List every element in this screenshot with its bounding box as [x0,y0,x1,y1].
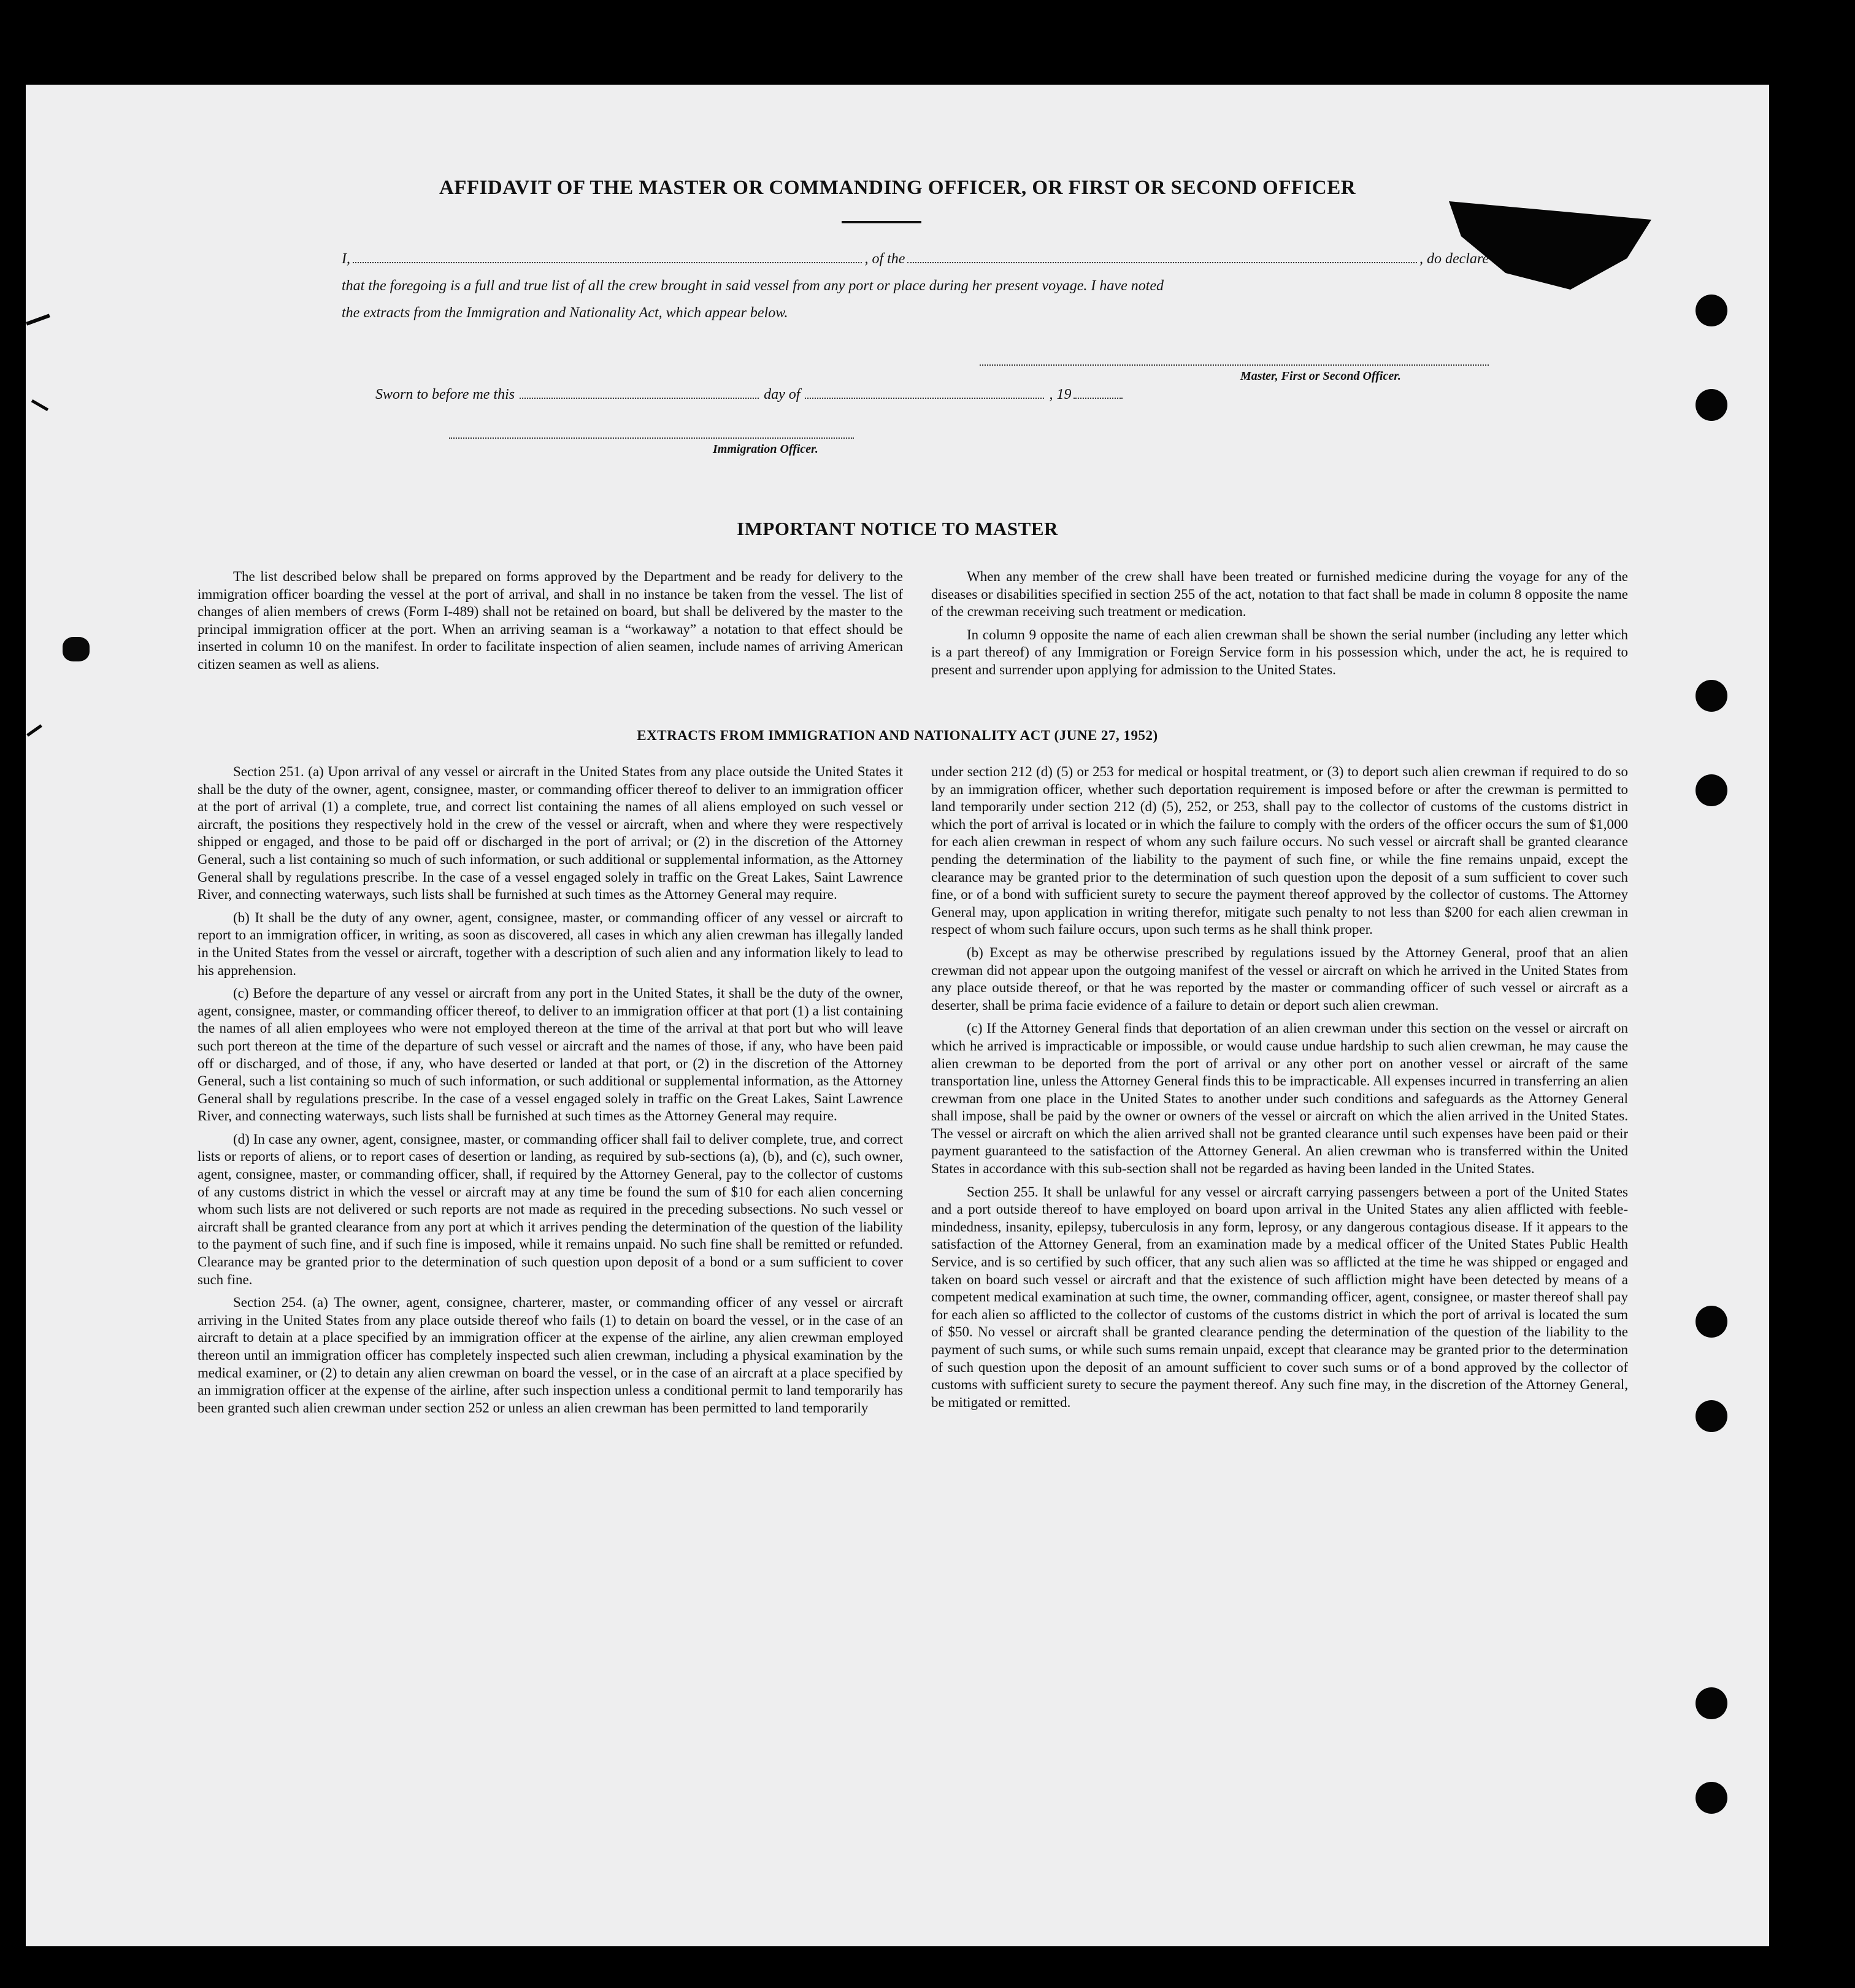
declaration-line-1 [342,245,1489,272]
punch-hole [1696,1400,1727,1432]
immigration-officer-caption: Immigration Officer. [713,442,818,456]
document-page [26,85,1769,1946]
sworn-year: , 19 [1049,387,1072,403]
extracts-right-column [931,763,1628,1417]
section-254-a-continued: under section 212 (d) (5) or 253 for medical or hospital treatment, or (3) to deport such alien crewman if required to do so by an immigration officer, whether such deportation requirement is imposed before or after the crewman is permitted to land temporarily under section 212 (d) (5), 252, or 253, shall pay to the collector of customs of the customs district in which the port of arrival is located or in which the failure to comply with the orders of the officer occurs the sum of $1,000 for each alien crewman in respect of whom any such failure occurs. No such vessel or aircraft shall be granted clearance pending the determination of the liability to the payment of such fine, or while the fine remains unpaid, except the clearance may be granted prior to the determination of such question upon the deposit of a sum sufficient to cover such fine, or of a bond with sufficient surety to secure the payment thereof approved by the collector of customs. The Attorney General may, upon application in writing therefor, mitigate such penalty to not less than $200 for each alien crewman in respect of whom such failure occurs, upon such terms as he shall think proper. [931,764,1628,938]
title-divider [842,221,921,223]
notice-title: IMPORTANT NOTICE TO MASTER [737,518,1058,539]
punch-hole [1696,1306,1727,1338]
punch-hole [1696,1687,1727,1719]
section-254-a: Section 254. (a) The owner, agent, consignee, charterer, master, or commanding officer of any vessel or aircraft arriving in the United States from any place outside thereof who fails (1) to detain on board the vessel, or in the case of an aircraft to detain at a place specified by an immigration officer at the expense of the airline, any alien crewman employed thereon until an immigration officer has completely inspected such alien crewman, including a physical examination by the medical examiner, or (2) to detain any alien crewman on board the vessel, or in the case of an aircraft at a place specified by an immigration officer at the expense of the airline, after such inspection unless a conditional permit to land temporarily has been granted such alien crewman under section 252 or unless an alien crewman has been permitted to land temporarily [198,1295,903,1416]
punch-hole [1696,1782,1727,1814]
notice-left-column [198,568,903,679]
declaration-i: I, [342,251,350,267]
immigration-officer-signature-line[interactable] [449,436,854,439]
edge-mark [26,314,50,325]
declaration-line-3: the extracts from the Immigration and Nationality Act, which appear below. [342,305,788,321]
extracts-title: EXTRACTS FROM IMMIGRATION AND NATIONALITY ACT (JUNE 27, 1952) [637,728,1158,743]
declaration-of-the: , of the [864,251,905,267]
name-blank[interactable] [353,256,862,263]
sworn-year-blank[interactable] [1073,391,1123,399]
declaration-do-declare: , do declare [1419,251,1489,267]
extracts-left-column [198,763,903,1422]
master-signature-line[interactable] [980,363,1489,366]
edge-mark [63,637,90,661]
section-251-b: (b) It shall be the duty of any owner, agent, consignee, master, or commanding officer of any vessel or aircraft to report to an immigration officer, in writing, as soon as discovered, all cases in which any alien crewman has illegally landed in the United States from the vessel or aircraft, together with a description of such alien and any information likely to lead to his apprehension. [198,909,903,978]
section-251-a: Section 251. (a) Upon arrival of any vessel or aircraft in the United States from any place outside the United States it shall be the duty of the owner, agent, consignee, master, or commanding officer thereof to deliver to an immigration officer at the port of arrival (1) a complete, true, and correct list containing the names of all aliens employed on such vessel or aircraft, the positions they respectively hold in the crew of the vessel or aircraft, when and where they were respectively shipped or engaged, and those to be paid off or discharged in the port of arrival; or (2) in the discretion of the Attorney General, such a list containing so much of such information, or such additional or supplemental information, as the Attorney General shall by regulations prescribe. In the case of a vessel engaged solely in traffic on the Great Lakes, Saint Lawrence River, and connecting waterways, such lists shall be furnished at such times as the Attorney General may require. [198,764,903,903]
master-signature-caption: Master, First or Second Officer. [1240,369,1401,383]
section-251-c: (c) Before the departure of any vessel or aircraft from any port in the United States, it shall be the duty of the owner, agent, consignee, master, or commanding officer thereof, to deliver to an immigration officer at that port (1) a list containing the names of all alien employees who were not employed thereon at the time of the arrival at that port but who will leave such port thereon at the time of the departure of such vessel or aircraft and the names of those, if any, who have been paid off or discharged, and of those, if any, who have deserted or landed at that port, or (2) in the discretion of the Attorney General, such a list containing so much of such information, or such additional or supplemental information, as the Attorney General shall by regulations prescribe. In the case of a vessel engaged solely in traffic on the Great Lakes, Saint Lawrence River, and connecting waterways, such lists shall be furnished at such times as the Attorney General may require. [198,985,903,1124]
punch-hole [1696,295,1727,326]
sworn-line [375,387,1222,403]
vessel-blank[interactable] [907,256,1416,263]
punch-hole [1696,774,1727,806]
notice-right-column [931,568,1628,685]
edge-mark [31,399,48,411]
section-251-d: (d) In case any owner, agent, consignee, master, or commanding officer shall fail to deliver complete, true, and correct lists or reports of aliens, or to report cases of desertion or landing, as required by sub-sections (a), (b), and (c), such owner, agent, consignee, master, or commanding officer, shall, if required by the Attorney General, pay to the collector of customs of any customs district in which the vessel or aircraft may at any time be found the sum of $10 for each alien concerning whom such lists are not delivered or such reports are not made as required in the preceding subsections. No such vessel or aircraft shall be granted clearance from any port at which it arrives pending the determination of the question of the liability to the payment of such fine, and if such fine is imposed, while it remains unpaid. No such fine shall be remitted or refunded. Clearance may be granted prior to the determination of such question upon deposit of a bond or a sum sufficient to cover such fine. [198,1131,903,1287]
section-254-c: (c) If the Attorney General finds that deportation of an alien crewman under this section on the vessel or aircraft on which he arrived is impracticable or impossible, or would cause undue hardship to such alien crewman, he may cause the alien crewman to be deported from the port of arrival or any other port on another vessel or aircraft of the same transportation line, unless the Attorney General finds this to be impracticable. All expenses incurred in transferring an alien crewman from one place in the United States to another under such conditions and safeguards as the Attorney General shall impose, shall be paid by the owner or owners of the vessel or aircraft on which the alien arrived in the United States. The vessel or aircraft on which the alien arrived shall not be granted clearance until such expenses have been paid or their payment guaranteed to the satisfaction of the Attorney General. An alien crewman who is transferred within the United States in accordance with this sub-section shall not be regarded as having been landed in the United States. [931,1020,1628,1177]
sworn-date-blank[interactable] [520,391,759,399]
punch-hole [1696,389,1727,421]
notice-paragraph: The list described below shall be prepared on forms approved by the Department and be ready for delivery to the immigration officer boarding the vessel at the port of arrival, and shall in no instance be taken from the vessel. The list of changes of alien members of crews (Form I-489) shall not be retained on board, but shall be delivered by the master to the principal immigration officer at the port. When an arriving seaman is a “workaway” a notation to that effect should be inserted in column 10 on the manifest. In order to facilitate inspection of alien seamen, include names of arriving American citizen seamen as well as aliens. [198,569,903,672]
declaration-line-2: that the foregoing is a full and true list of all the crew brought in said vessel from any port or place during her present voyage. I have noted [342,278,1164,294]
sworn-month-blank[interactable] [805,391,1044,399]
sworn-prefix: Sworn to before me this [375,387,515,403]
notice-paragraph: In column 9 opposite the name of each alien crewman shall be shown the serial number (including any letter which is a part thereof) of any Immigration or Foreign Service form in his possession which, under the act, he is required to present and surrender upon applying for admission to the United States. [931,626,1628,677]
section-255: Section 255. It shall be unlawful for any vessel or aircraft carrying passengers between a port of the United States and a port outside thereof to have employed on board upon arrival in the United States any alien afflicted with feeble-mindedness, insanity, epilepsy, tuberculosis in any form, leprosy, or any dangerous contagious disease. If it appears to the satisfaction of the Attorney General, from an examination made by a medical officer of the United States Public Health Service, and is so certified by such officer, that any such alien was so afflicted at the time he was shipped or engaged and taken on board such vessel or aircraft and that the existence of such affliction might have been detected by means of a competent medical examination at such time, the owner, commanding officer, agent, consignee, or master thereof shall pay for each alien so afflicted to the collector of customs of the customs district in which the port of arrival is located the sum of $50. No vessel or aircraft shall be granted clearance pending the determination of the question of the liability to the payment of such sums, or while such sums remain unpaid, except that clearance may be granted prior to the determination of such question upon the deposit of an amount sufficient to cover such sums or of a bond approved by the collector of customs with sufficient surety to secure the payment thereof. Any such fine may, in the discretion of the Attorney General, be mitigated or remitted. [931,1184,1628,1410]
affidavit-title: AFFIDAVIT OF THE MASTER OR COMMANDING OFFICER, OR FIRST OR SECOND OFFICER [439,177,1356,199]
punch-hole [1696,680,1727,712]
section-254-b: (b) Except as may be otherwise prescribed by regulations issued by the Attorney General, proof that an alien crewman did not appear upon the outgoing manifest of the vessel or aircraft on which he arrived in the United States from any place outside thereof, or that he was reported by the master or commanding officer of such vessel or aircraft as a deserter, shall be prima facie evidence of a failure to detain or deport such alien crewman. [931,944,1628,1013]
sworn-day-of: day of [764,387,801,403]
notice-paragraph: When any member of the crew shall have been treated or furnished medicine during the voyage for any of the diseases or disabilities specified in section 255 of the act, notation to that fact shall be made in column 8 opposite the name of the crewman receiving such treatment or medication. [931,569,1628,620]
declaration-block [342,245,1489,326]
